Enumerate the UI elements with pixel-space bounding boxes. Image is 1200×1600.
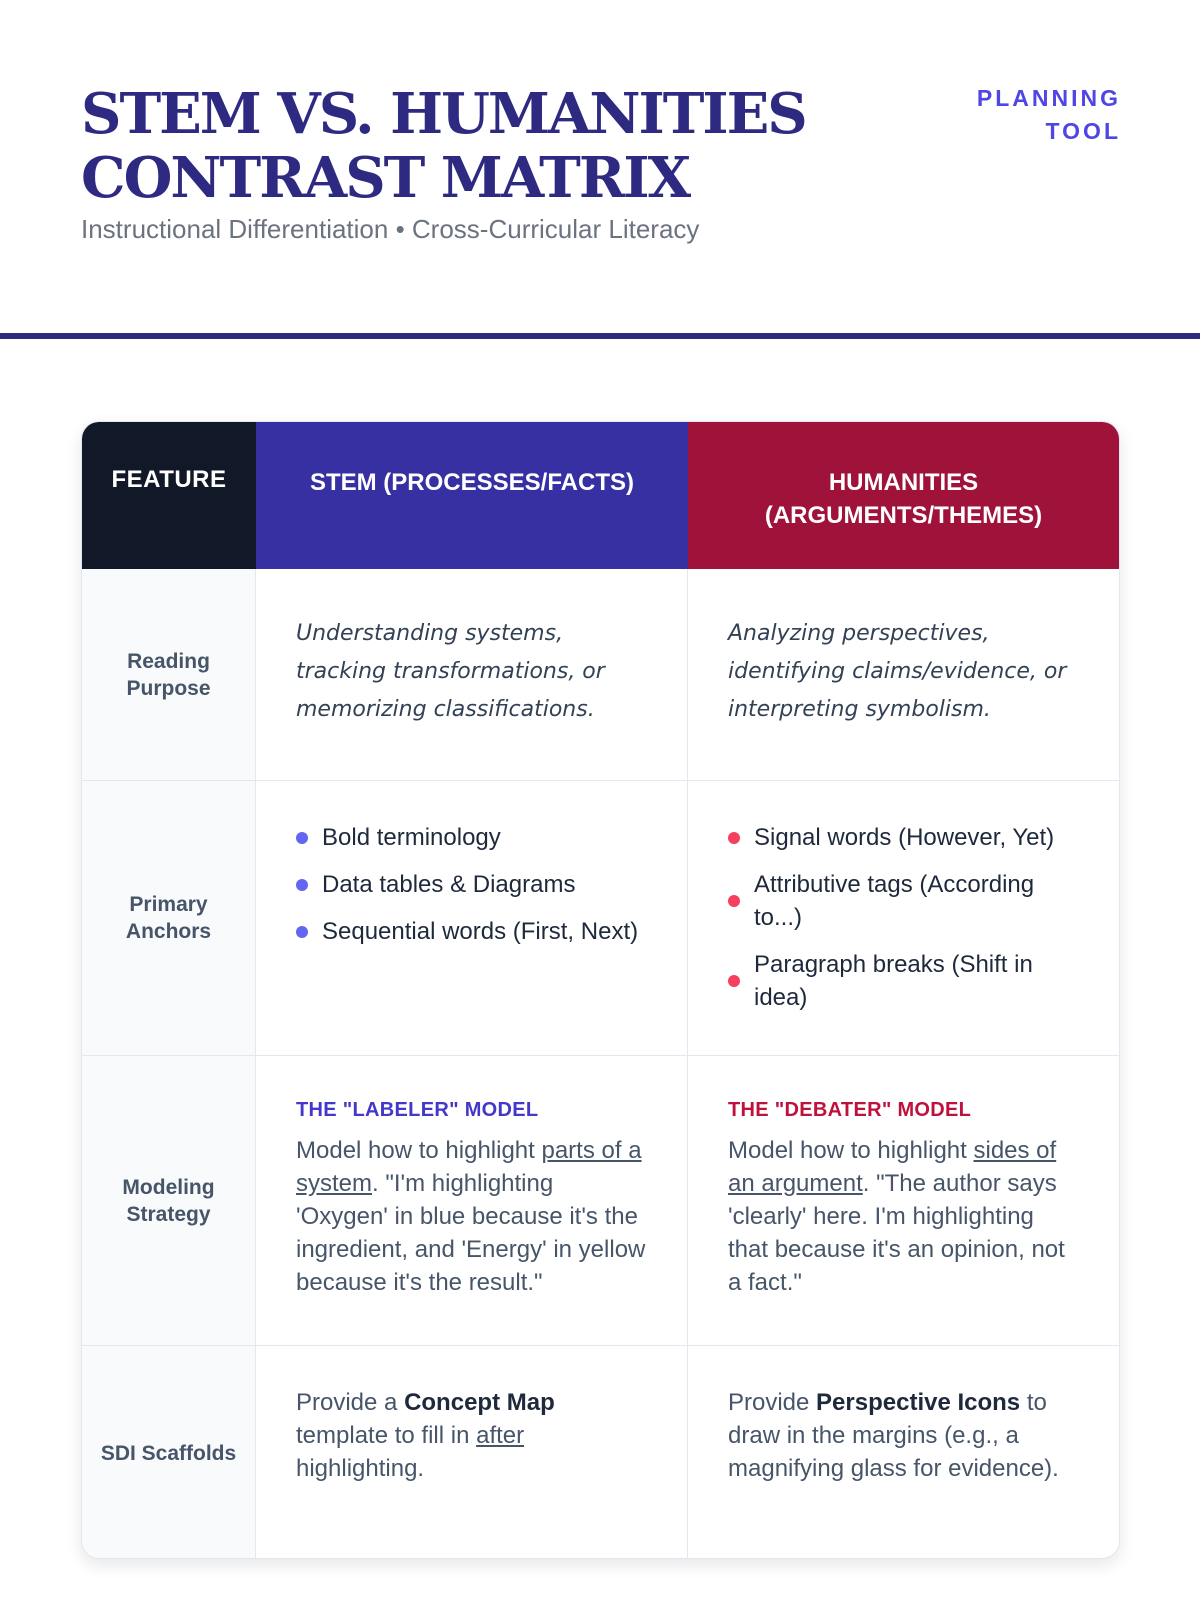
stem-modeling-strategy <box>256 1056 688 1345</box>
list-item: Paragraph breaks (Shift in idea) <box>728 948 1079 1014</box>
stem-anchor-list <box>296 821 647 948</box>
row-label-primary-anchors: Primary Anchors <box>82 781 256 1055</box>
page-header <box>81 82 1121 272</box>
bullet-dot-icon <box>728 895 740 907</box>
list-item: Bold terminology <box>296 821 647 854</box>
page-subtitle: Instructional Differentiation • Cross-Curricular Literacy <box>81 214 700 244</box>
humanities-model-title: THE "DEBATER" MODEL <box>728 1099 972 1121</box>
contrast-matrix-table <box>81 421 1120 1559</box>
list-item: Sequential words (First, Next) <box>296 915 647 948</box>
bullet-dot-icon <box>296 926 308 938</box>
list-item: Attributive tags (According to...) <box>728 868 1079 934</box>
table-header-row <box>82 422 1119 569</box>
humanities-model-text: Model how to highlight sides of an argument. "The author says 'clearly' here. I'm highlighting that because it's an opinion, not a fact." <box>728 1137 1065 1296</box>
table-row-sdi-scaffolds <box>82 1346 1119 1559</box>
humanities-anchor-list <box>728 821 1079 1014</box>
humanities-sdi-scaffolds: Provide Perspective Icons to draw in the margins (e.g., a magnifying glass for evidence). <box>728 1389 1059 1482</box>
column-header-feature: FEATURE <box>82 422 256 569</box>
table-row-primary-anchors <box>82 781 1119 1056</box>
list-item: Data tables & Diagrams <box>296 868 647 901</box>
humanities-reading-purpose: Analyzing perspectives, identifying claims/evidence, or interpreting symbolism. <box>728 621 1067 722</box>
table-row-reading-purpose <box>82 569 1119 781</box>
stem-sdi-scaffolds: Provide a Concept Map template to fill in after highlighting. <box>256 1346 688 1559</box>
list-item: Signal words (However, Yet) <box>728 821 1079 854</box>
stem-model-text: Model how to highlight parts of a system. "I'm highlighting 'Oxygen' in blue because it's the ingredient, and 'Energy' in yellow because it's the result." <box>296 1137 646 1296</box>
row-label-reading-purpose: Reading Purpose <box>82 569 256 780</box>
stem-model-title: THE "LABELER" MODEL <box>296 1099 539 1121</box>
bullet-dot-icon <box>296 879 308 891</box>
column-header-humanities: HUMANITIES (ARGUMENTS/THEMES) <box>688 422 1119 569</box>
humanities-modeling-strategy <box>688 1056 1119 1345</box>
bullet-dot-icon <box>296 832 308 844</box>
stem-reading-purpose: Understanding systems, tracking transformations, or memorizing classifications. <box>256 569 688 780</box>
row-label-sdi-scaffolds: SDI Scaffolds <box>82 1346 256 1559</box>
table-row-modeling-strategy <box>82 1056 1119 1346</box>
bullet-dot-icon <box>728 975 740 987</box>
planning-tool-badge: PLANNING TOOL <box>976 85 1121 144</box>
row-label-modeling-strategy: Modeling Strategy <box>82 1056 256 1345</box>
page-title: STEM VS. HUMANITIES CONTRAST MATRIX <box>81 81 806 211</box>
stem-primary-anchors <box>256 781 688 1055</box>
header-divider <box>0 333 1200 339</box>
column-header-stem: STEM (PROCESSES/FACTS) <box>256 422 688 569</box>
humanities-primary-anchors <box>688 781 1119 1055</box>
bullet-dot-icon <box>728 832 740 844</box>
